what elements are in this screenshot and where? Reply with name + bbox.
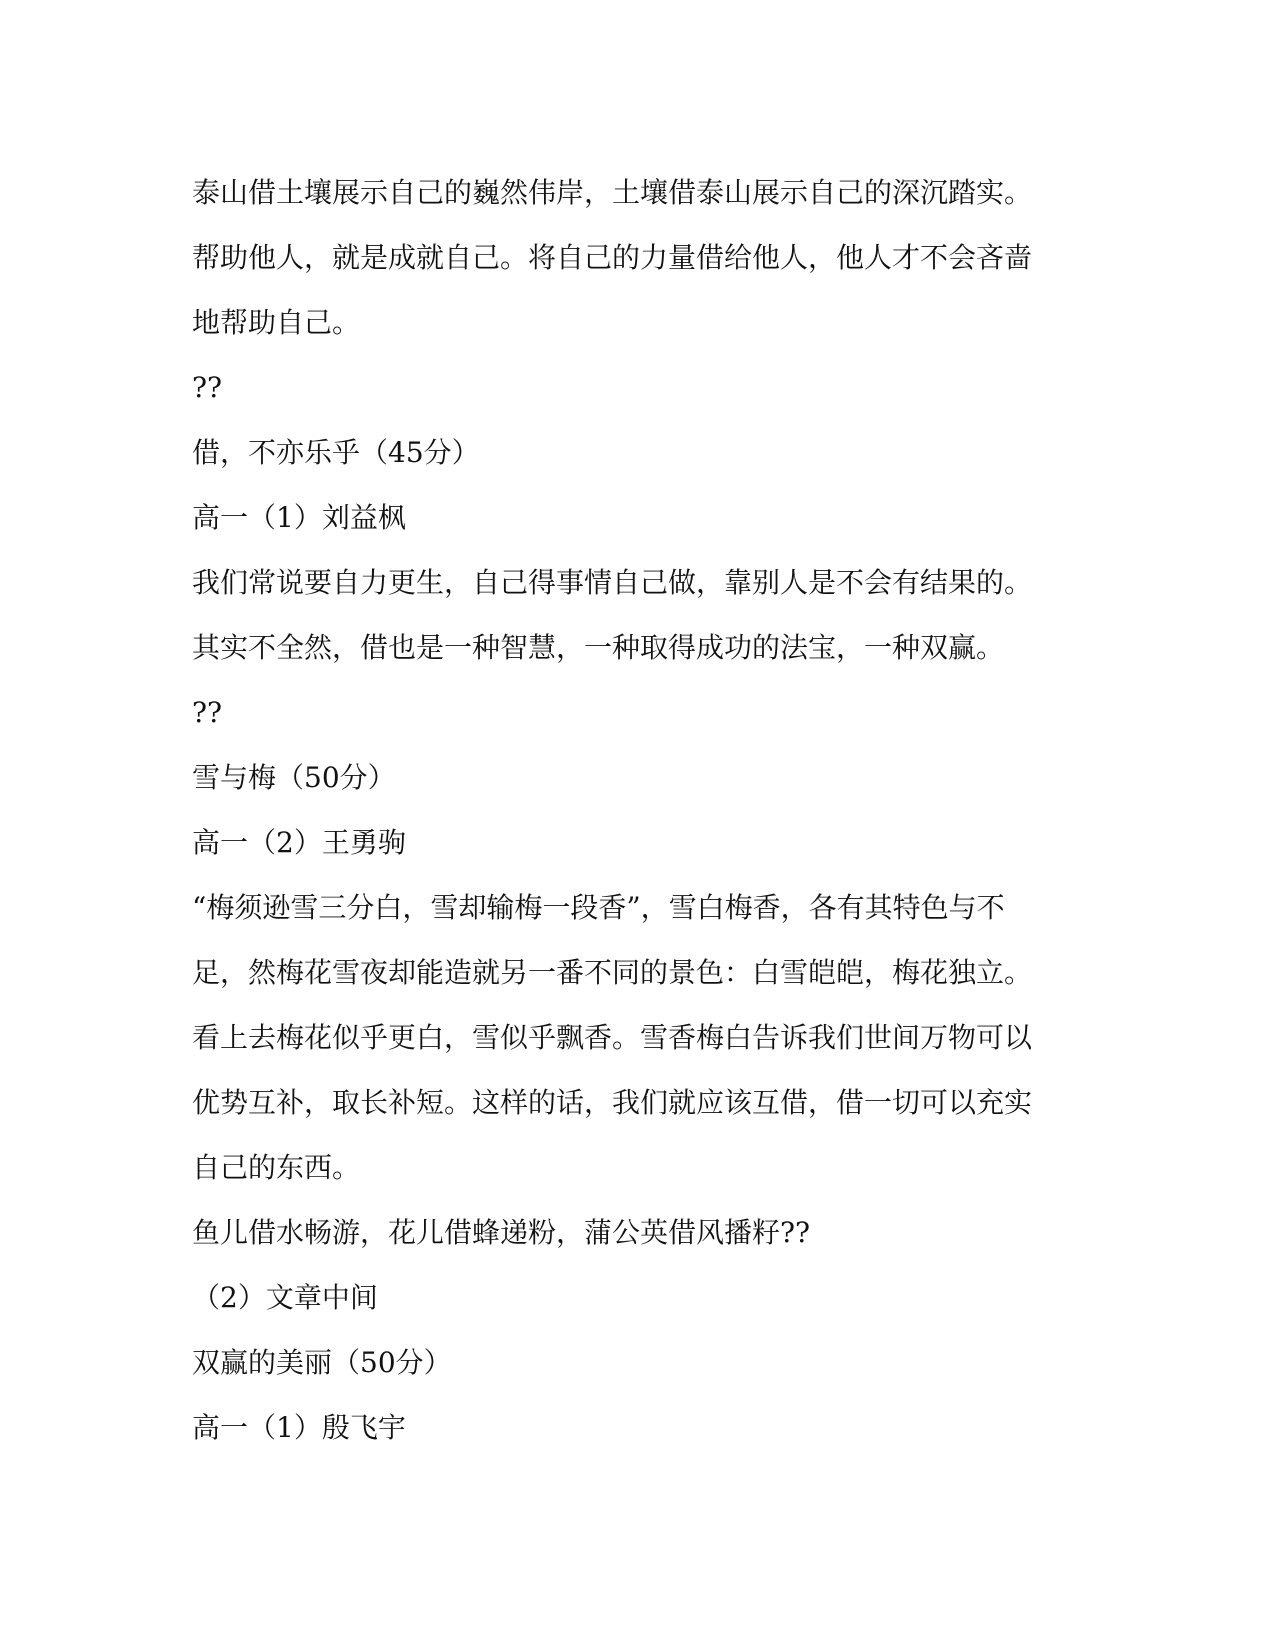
text-line: 足，然梅花雪夜却能造就另一番不同的景色：白雪皑皑，梅花独立。 <box>192 956 1033 989</box>
text-line: 看上去梅花似乎更白，雪似乎飘香。雪香梅白告诉我们世间万物可以 <box>192 1021 1033 1054</box>
text-line: 其实不全然，借也是一种智慧，一种取得成功的法宝，一种双赢。 <box>192 631 1005 664</box>
essay-title: 雪与梅（50分） <box>192 761 396 794</box>
document-body <box>192 160 1092 1460</box>
essay-title: 双赢的美丽（50分） <box>192 1346 452 1379</box>
text-line: 鱼儿借水畅游，花儿借蜂递粉，蒲公英借风播籽?? <box>192 1216 811 1249</box>
text-line: 地帮助自己。 <box>192 306 361 339</box>
text-line: 自己的东西。 <box>192 1151 361 1184</box>
text-line: 帮助他人，就是成就自己。将自己的力量借给他人，他人才不会吝啬 <box>192 241 1033 274</box>
text-line: 优势互补，取长补短。这样的话，我们就应该互借，借一切可以充实 <box>192 1086 1033 1119</box>
text-line: 我们常说要自力更生，自己得事情自己做，靠别人是不会有结果的。 <box>192 566 1033 599</box>
essay-author: 高一（1）殷飞宇 <box>192 1411 406 1444</box>
essay-title: 借，不亦乐乎（45分） <box>192 436 480 469</box>
essay-author: 高一（1）刘益枫 <box>192 501 406 534</box>
text-line: 泰山借土壤展示自己的巍然伟岸，土壤借泰山展示自己的深沉踏实。 <box>192 176 1033 209</box>
essay-author: 高一（2）王勇驹 <box>192 826 406 859</box>
section-heading: （2）文章中间 <box>192 1281 378 1314</box>
separator-marks: ?? <box>192 696 223 729</box>
text-line: “梅须逊雪三分白，雪却输梅一段香”，雪白梅香，各有其特色与不 <box>192 891 1005 924</box>
separator-marks: ?? <box>192 371 223 404</box>
